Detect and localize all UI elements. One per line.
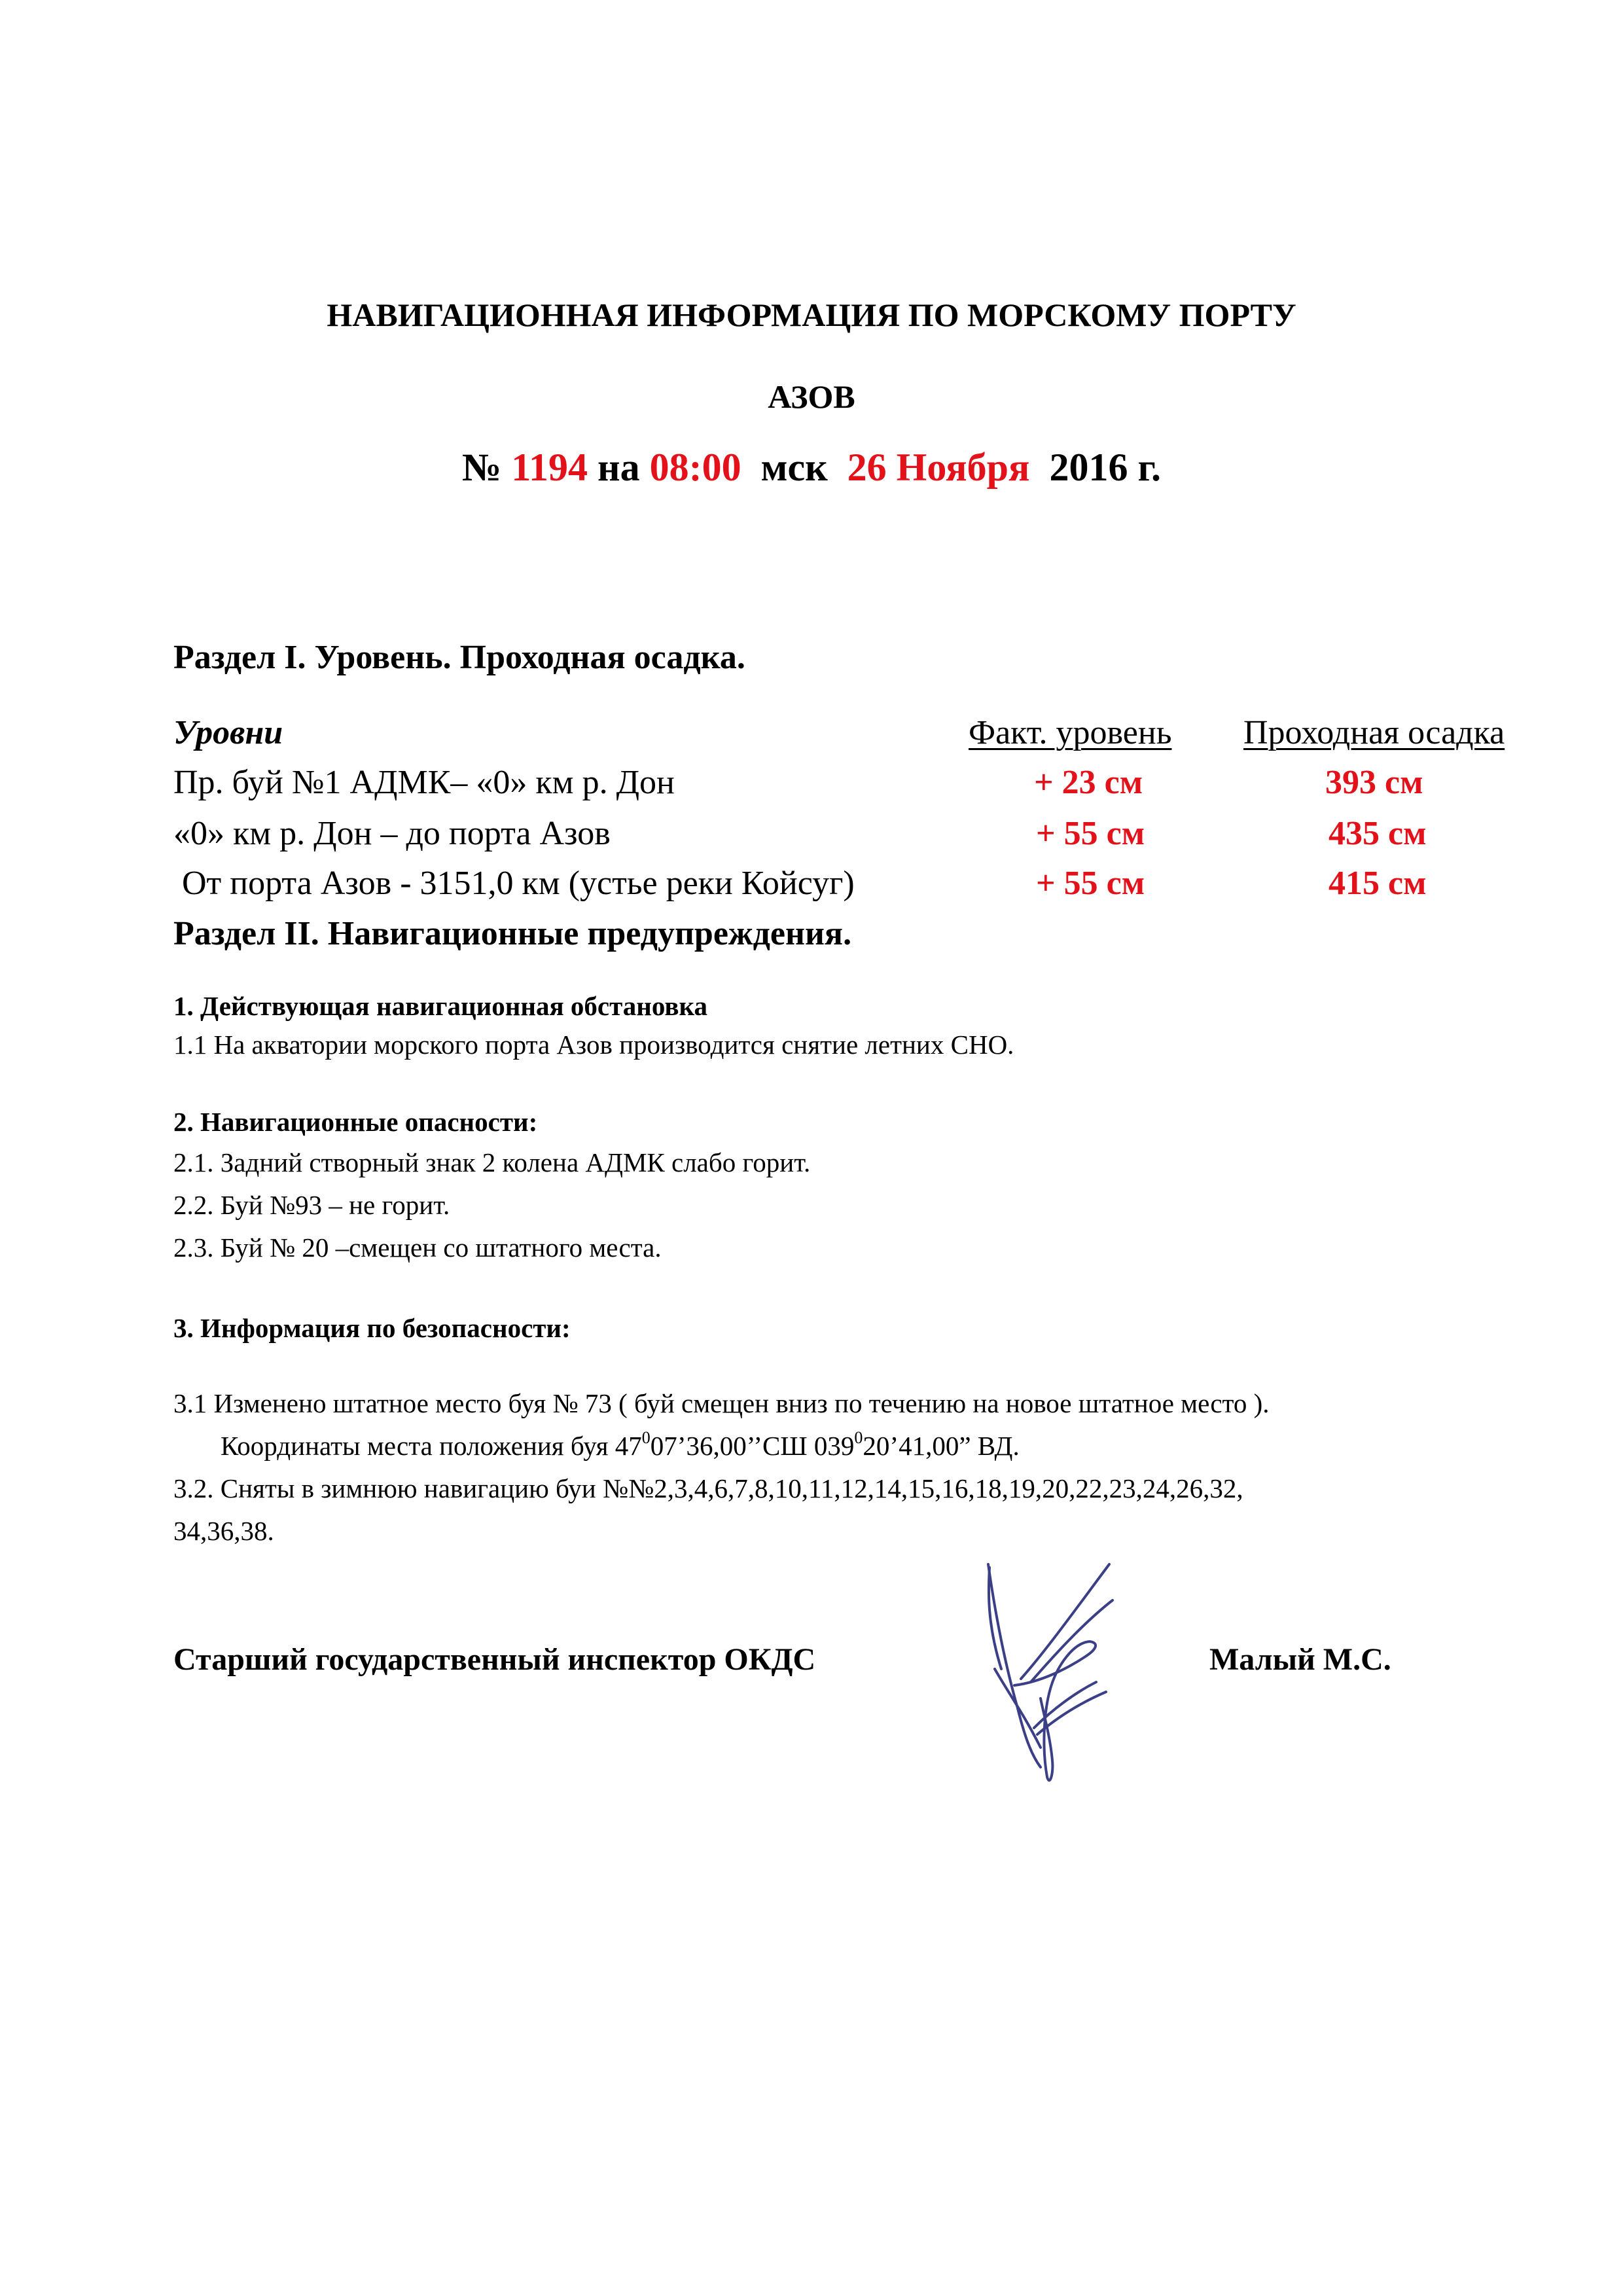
timezone: мск: [760, 446, 828, 489]
subsection-1-item-1: 1.1 На акватории морского порта Азов производится снятие летних СНО.: [173, 1030, 1014, 1060]
at-word: на: [597, 446, 640, 489]
subsection-3-heading: 3. Информация по безопасности:: [173, 1313, 571, 1343]
hazard-item-1: 2.1. Задний створный знак 2 колена АДМК слабо горит.: [173, 1147, 811, 1177]
level-row-1-draft: 393 см: [1325, 764, 1423, 801]
number-prefix: №: [462, 446, 502, 489]
safety-item-2-line-1: 3.2. Сняты в зимнюю навигацию буи №№2,3,4,6,7,8,10,11,12,14,15,16,18,19,20,22,23,24,26,32,: [173, 1473, 1243, 1503]
section-1-heading: Раздел I. Уровень. Проходная осадка.: [173, 639, 745, 676]
section-2-heading: Раздел II. Навигационные предупреждения.: [173, 915, 852, 952]
signatory-name: Малый М.С.: [1209, 1642, 1391, 1677]
coords-prefix: Координаты места положения буя 47: [221, 1431, 642, 1461]
title-line-2: АЗОВ: [768, 378, 855, 415]
subsection-2-heading: 2. Навигационные опасности:: [173, 1107, 538, 1137]
fact-level-column-header: Факт. уровень: [969, 714, 1172, 751]
level-row-2-draft: 435 см: [1329, 815, 1427, 852]
safety-item-1: 3.1 Изменено штатное место буя № 73 ( буй смещен вниз по течению на новое штатное место ).: [173, 1388, 1270, 1418]
degree-mark-1: 0: [641, 1428, 651, 1447]
level-row-3-draft: 415 см: [1329, 865, 1427, 902]
level-row-3-name: От порта Азов - 3151,0 км (устье реки Койсуг): [182, 865, 855, 902]
coords-end: 20’41,00” ВД.: [863, 1431, 1020, 1461]
level-row-2-name: «0» км р. Дон – до порта Азов: [173, 815, 611, 852]
subsection-1-heading: 1. Действующая навигационная обстановка: [173, 991, 707, 1021]
bulletin-number-line: [0, 445, 1623, 490]
handwritten-signature: [969, 1551, 1139, 1793]
buoy-coordinates: [221, 1430, 1020, 1462]
hazard-item-2: 2.2. Буй №93 – не горит.: [173, 1190, 450, 1220]
coords-mid: 07’36,00’’СШ 039: [650, 1431, 855, 1461]
bulletin-time: 08:00: [649, 446, 741, 489]
level-row-2-fact: + 55 см: [1036, 815, 1145, 852]
level-row-1-fact: + 23 см: [1034, 764, 1143, 801]
safety-item-2-line-2: 34,36,38.: [173, 1516, 274, 1546]
bulletin-date: 26 Ноября: [847, 446, 1030, 489]
level-row-1-name: Пр. буй №1 АДМК– «0» км р. Дон: [173, 764, 675, 801]
title-line-1: НАВИГАЦИОННАЯ ИНФОРМАЦИЯ ПО МОРСКОМУ ПОРТУ: [327, 296, 1296, 333]
signatory-position: Старший государственный инспектор ОКДС: [173, 1642, 816, 1677]
levels-column-header: Уровни: [173, 714, 283, 751]
bulletin-year: 2016 г.: [1049, 446, 1161, 489]
degree-mark-2: 0: [854, 1428, 863, 1447]
hazard-item-3: 2.3. Буй № 20 –смещен со штатного места.: [173, 1232, 662, 1263]
level-row-3-fact: + 55 см: [1036, 865, 1145, 902]
draft-column-header: Проходная осадка: [1243, 714, 1505, 751]
bulletin-number: 1194: [511, 446, 588, 489]
